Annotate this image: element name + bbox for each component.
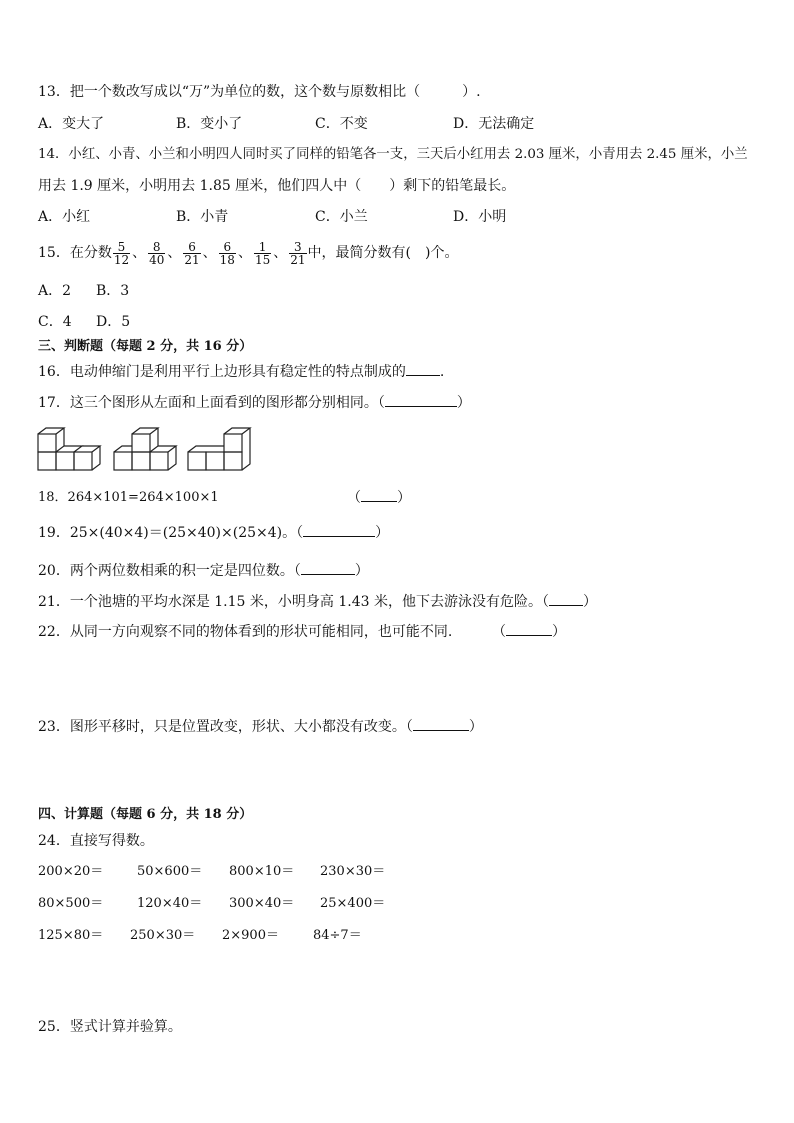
calc-item: 125×80＝ <box>38 928 104 943</box>
q14-option-c: C．小兰 <box>315 209 368 225</box>
question-14-line2: 用去 1.9 厘米，小明用去 1.85 厘米，他们四人中（ ）剩下的铅笔最长。 <box>38 178 516 194</box>
calc-item: 300×40＝ <box>229 896 295 911</box>
answer-blank[interactable] <box>385 394 457 407</box>
calc-item: 120×40＝ <box>137 896 203 911</box>
question-14-line1: 14．小红、小青、小兰和小明四人同时买了同样的铅笔各一支，三天后小红用去 2.03 厘米，小青用去 2.45 厘米，小兰 <box>38 147 748 162</box>
q15-option-c: C．4 <box>38 314 72 330</box>
q13-option-c: C．不变 <box>315 116 368 132</box>
calc-item: 80×500＝ <box>38 896 104 911</box>
answer-blank[interactable] <box>506 623 552 636</box>
calc-item: 50×600＝ <box>137 864 203 879</box>
q14-option-d: D．小明 <box>453 209 507 225</box>
calc-item: 2×900＝ <box>222 928 279 943</box>
calc-item: 200×20＝ <box>38 864 104 879</box>
fraction-4: $\frac{6}{18}$ <box>219 239 235 267</box>
question-23: 23．图形平移时，只是位置改变，形状、大小都没有改变。（ ） <box>38 719 483 735</box>
q13-option-b: B．变小了 <box>176 116 243 132</box>
answer-blank[interactable] <box>406 363 440 376</box>
answer-blank[interactable] <box>303 524 375 537</box>
answer-blank[interactable] <box>413 718 469 731</box>
q15-option-d: D．5 <box>96 314 131 330</box>
question-20: 20．两个两位数相乘的积一定是四位数。（ ） <box>38 563 369 579</box>
question-19: 19．25×(40×4)＝(25×40)×(25×4)。（ ） <box>38 525 390 541</box>
calc-item: 25×400＝ <box>320 896 386 911</box>
q14-option-b: B．小青 <box>176 209 229 225</box>
answer-blank[interactable] <box>301 562 355 575</box>
question-13-stem: 13．把一个数改写成以“万”为单位的数，这个数与原数相比（ ）. <box>38 84 481 100</box>
fraction-3: $\frac{6}{21}$ <box>184 239 200 267</box>
fraction-6: $\frac{3}{21}$ <box>290 239 306 267</box>
section-4-title: 四、计算题（每题 6 分，共 18 分） <box>38 807 253 822</box>
cube-figures <box>36 426 252 474</box>
question-18: 18．264×101=264×100×1 <box>38 490 219 505</box>
cube-figure-1 <box>38 428 100 470</box>
question-16: 16．电动伸缩门是利用平行上边形具有稳定性的特点制成的 . <box>38 364 445 380</box>
calc-item: 800×10＝ <box>229 864 295 879</box>
answer-blank[interactable] <box>361 489 397 502</box>
q13-option-d: D．无法确定 <box>453 116 535 132</box>
question-25: 25．竖式计算并验算。 <box>38 1019 182 1035</box>
q22-answer: （ ） <box>492 624 566 640</box>
q14-option-a: A．小红 <box>38 209 91 225</box>
question-21: 21．一个池塘的平均水深是 1.15 米，小明身高 1.43 米，他下去游泳没有危险。（ ） <box>38 594 597 610</box>
q13-option-a: A．变大了 <box>38 116 105 132</box>
q15-suffix: 中，最简分数有( )个。 <box>307 245 459 261</box>
calc-item: 230×30＝ <box>320 864 386 879</box>
q18-answer: （ ） <box>347 490 411 506</box>
cube-figure-3 <box>188 428 250 470</box>
question-15-stem: 15．在分数 $\frac{5}{12}$ 、 $\frac{8}{40}$ 、 $\frac{6}{21}$ 、 $\frac{6}{18}$ 、 $\frac{1}{15}$ 、 $\frac{3}{21}$ 中，最简分数有( )个。 <box>38 239 459 267</box>
answer-blank[interactable] <box>549 593 583 606</box>
question-22: 22．从同一方向观察不同的物体看到的形状可能相同，也可能不同. <box>38 624 453 640</box>
fraction-1: $\frac{5}{12}$ <box>113 239 130 267</box>
calc-item: 84÷7＝ <box>313 928 362 943</box>
q15-option-b: B．3 <box>96 283 130 299</box>
cube-figure-2 <box>114 428 176 470</box>
q15-option-a: A．2 <box>38 283 72 299</box>
question-24: 24．直接写得数。 <box>38 833 154 849</box>
fraction-2: $\frac{8}{40}$ <box>149 239 165 267</box>
section-3-title: 三、判断题（每题 2 分，共 16 分） <box>38 339 253 354</box>
question-17: 17．这三个图形从左面和上面看到的图形都分别相同。（ ） <box>38 395 471 411</box>
calc-item: 250×30＝ <box>130 928 196 943</box>
fraction-5: $\frac{1}{15}$ <box>254 239 271 267</box>
q15-prefix: 15．在分数 <box>38 245 112 261</box>
